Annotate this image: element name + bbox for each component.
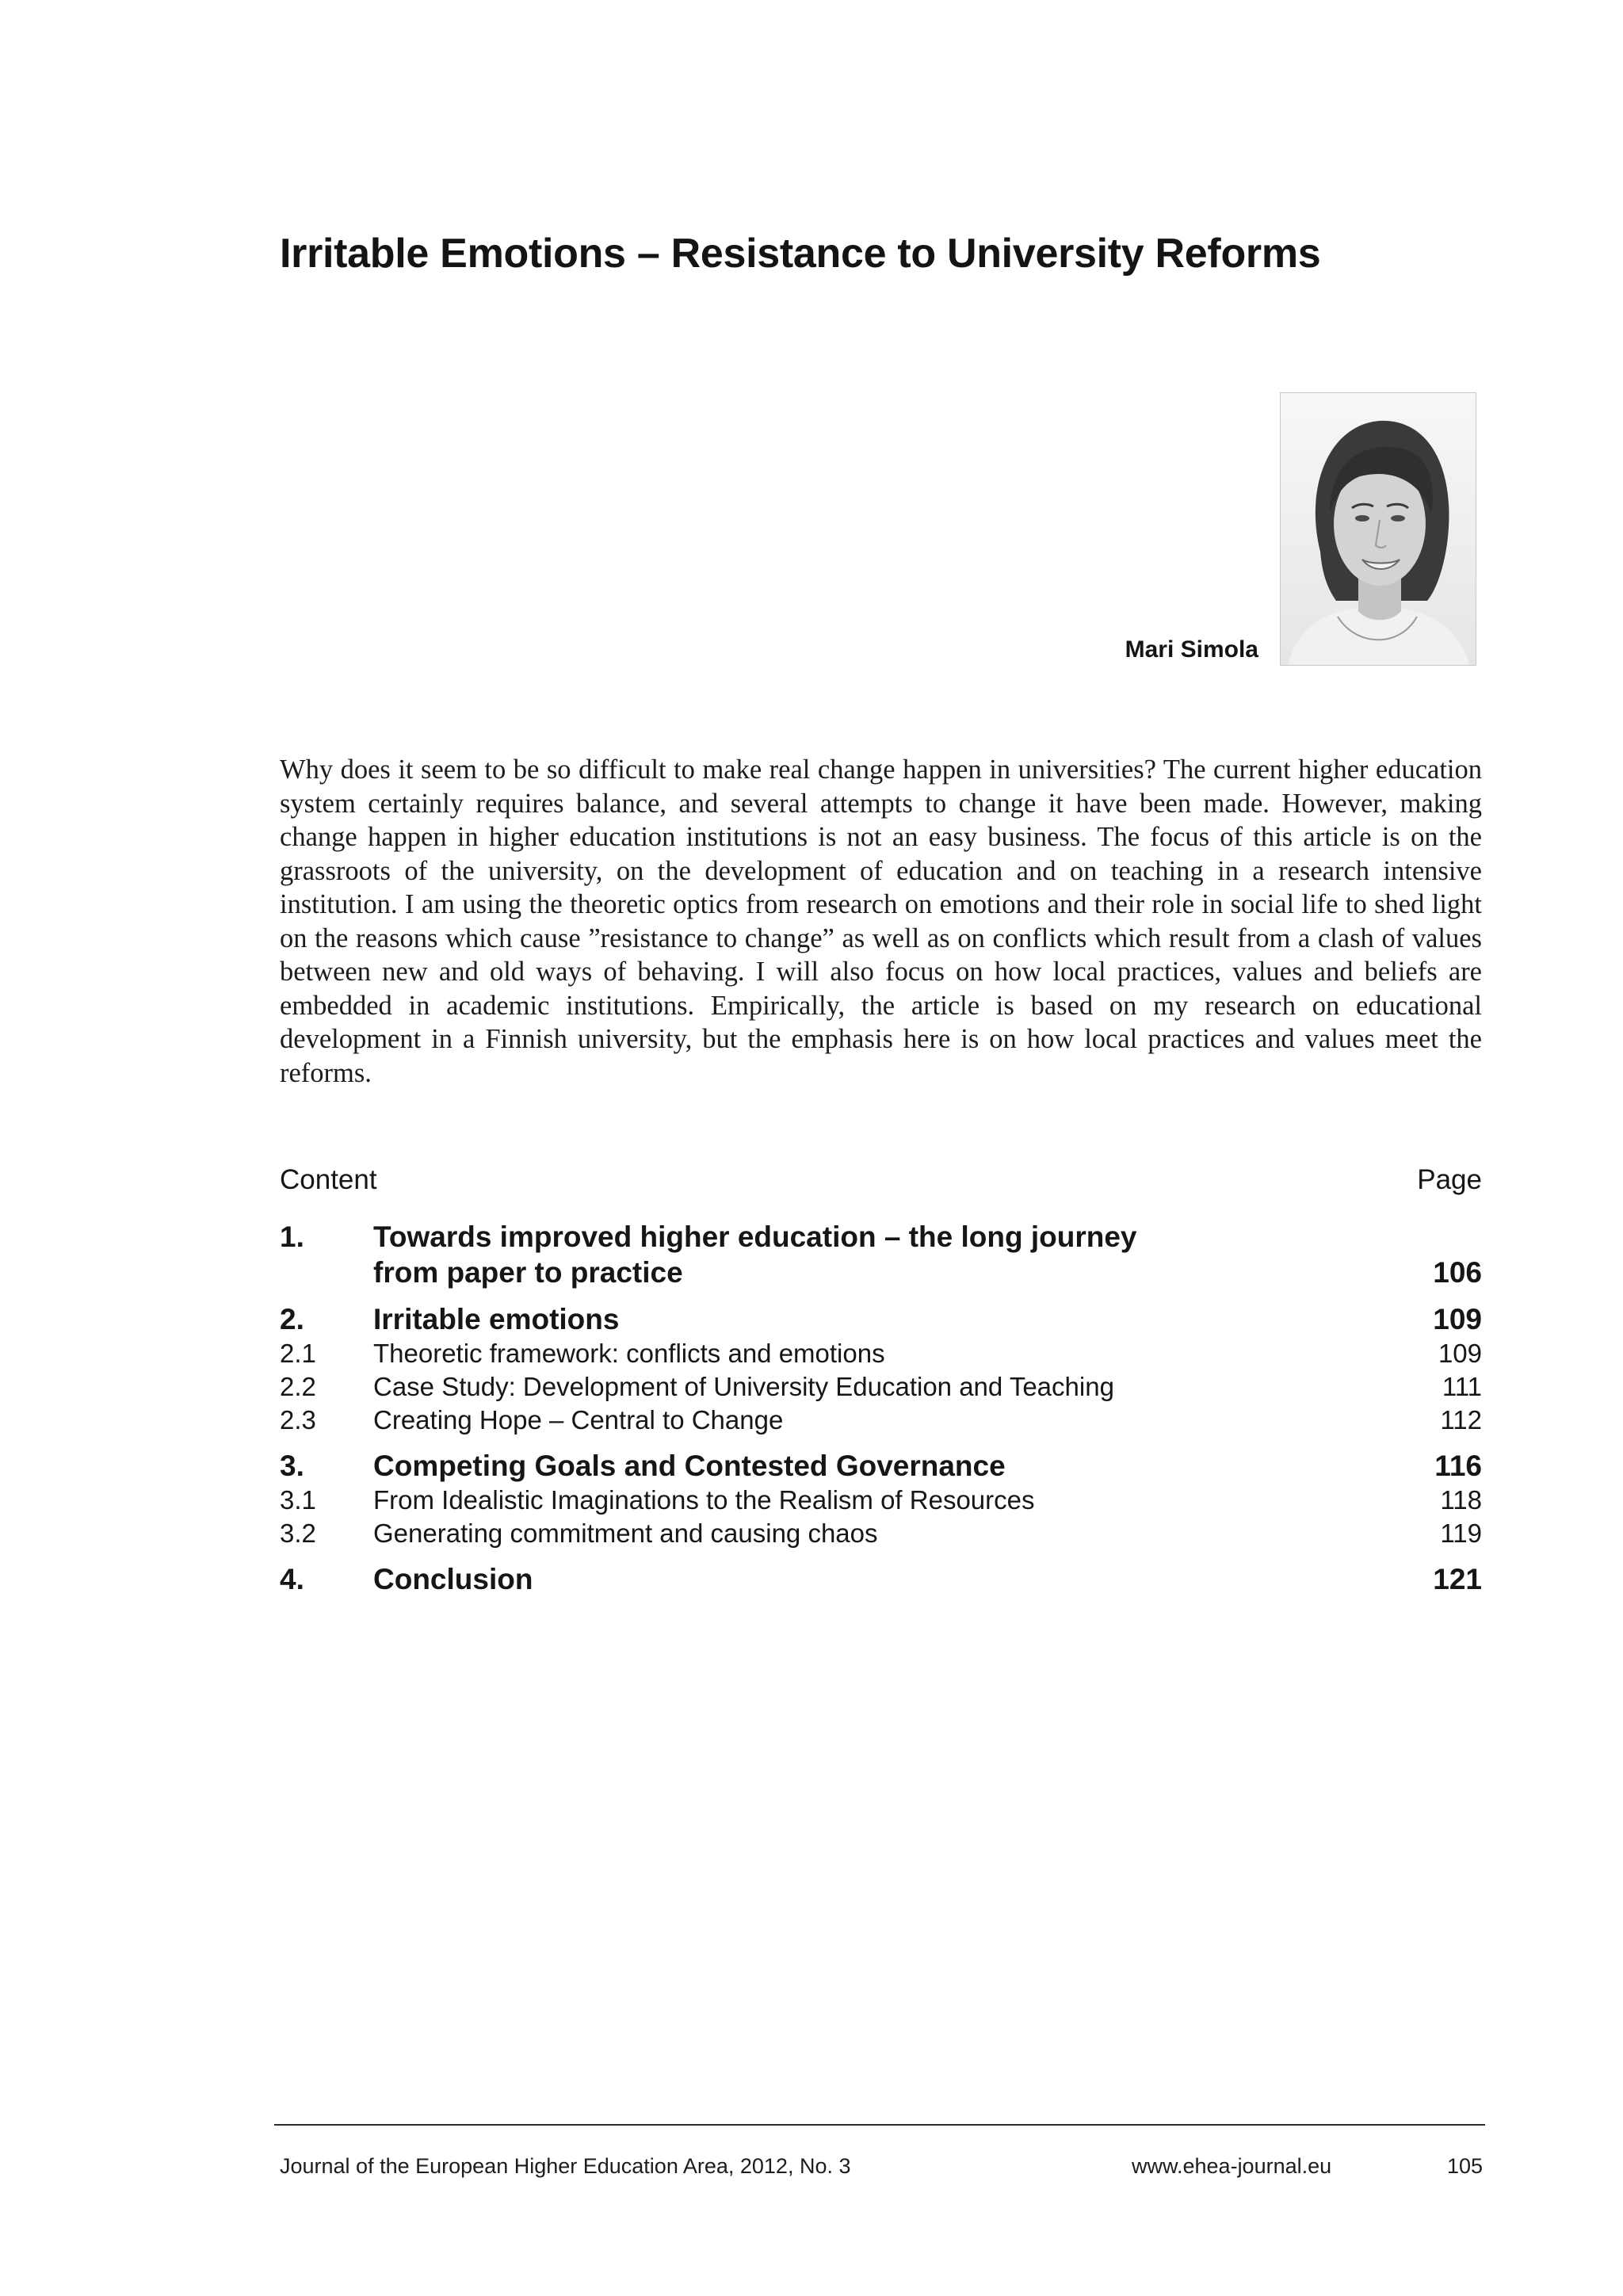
toc-subentry-page: 111 [1442, 1372, 1482, 1401]
toc-entry-title: Competing Goals and Contested Governance [373, 1450, 1006, 1482]
toc-header-content: Content [280, 1164, 377, 1195]
author-photo [1280, 392, 1476, 666]
toc-entry-page: 116 [1434, 1450, 1482, 1482]
toc-entry-title: Irritable emotions [373, 1303, 620, 1335]
toc-entry-title: Conclusion [373, 1563, 533, 1595]
table-of-contents [280, 1163, 1482, 1608]
abstract: Why does it seem to be so difficult to make real change happen in universities? The current higher education system certainly requires balance, and several attempts to change it have been made. However, making change happen in higher education institutions is not an easy business. The focus of this article is on the grassroots of the university, on the development of education and on teaching in a research intensive institution. I am using the theoretic optics from research on emotions and their role in social life to shed light on the reasons which cause ”resistance to change” as well as on conflicts which result from a clash of values between new and old ways of behaving. I will also focus on how local practices, values and beliefs are embedded in academic institutions. Empirically, the article is based on my research on educational development in a Finnish university, but the emphasis here is on how local practices and values meet the reforms. [280, 755, 1482, 1088]
toc-entry-number: 2. [280, 1303, 304, 1335]
toc-subentry-title: Case Study: Development of University Education and Teaching [373, 1372, 1114, 1401]
toc-entry [280, 1301, 1482, 1337]
toc-entry [280, 1448, 1482, 1484]
toc-subentry-number: 3.2 [280, 1519, 316, 1548]
article-title: Irritable Emotions – Resistance to University Reforms [280, 231, 1321, 277]
toc-entry-title-line2: from paper to practice [373, 1256, 683, 1289]
toc-subentry-title: From Idealistic Imaginations to the Realism of Resources [373, 1485, 1035, 1515]
toc-subentry-title: Creating Hope – Central to Change [373, 1405, 784, 1435]
toc-subentry-title: Theoretic framework: conflicts and emotions [373, 1339, 885, 1368]
toc-header-page: Page [1417, 1164, 1482, 1195]
toc-entry [280, 1219, 1482, 1255]
toc-subentry [280, 1337, 1482, 1370]
toc-entry-number: 3. [280, 1450, 304, 1482]
toc-subentry-page: 109 [1438, 1339, 1482, 1368]
toc-subentry [280, 1370, 1482, 1404]
toc-section [280, 1219, 1482, 1290]
toc-subentry [280, 1484, 1482, 1517]
toc-subentry-number: 2.3 [280, 1405, 316, 1435]
toc-entry-number: 1. [280, 1221, 304, 1253]
footer-divider [274, 2124, 1485, 2126]
toc-subentry [280, 1517, 1482, 1550]
toc-subentry-number: 2.1 [280, 1339, 316, 1368]
footer-page-number: 105 [1446, 2154, 1483, 2178]
toc-subentry-page: 112 [1440, 1405, 1482, 1435]
toc-subentry-page: 118 [1440, 1485, 1482, 1515]
toc-header [280, 1163, 1482, 1197]
toc-entry-number: 4. [280, 1563, 304, 1595]
toc-entry-title: Towards improved higher education – the long journey [373, 1221, 1137, 1253]
toc-subentry-number: 2.2 [280, 1372, 316, 1401]
toc-subentry-page: 119 [1440, 1519, 1482, 1548]
toc-entry-page: 109 [1433, 1303, 1482, 1335]
toc-entry-page: 121 [1433, 1563, 1482, 1595]
toc-subentry-title: Generating commitment and causing chaos [373, 1519, 878, 1548]
author-name: Mari Simola [1125, 636, 1258, 663]
footer-journal-name: Journal of the European Higher Education Area, 2012, No. 3 [280, 2154, 851, 2178]
footer-website-link[interactable]: www.ehea-journal.eu [1132, 2154, 1332, 2178]
toc-section [280, 1448, 1482, 1550]
toc-entry-page: 106 [1433, 1256, 1482, 1289]
toc-subentry-number: 3.1 [280, 1485, 316, 1515]
toc-entry [280, 1561, 1482, 1597]
toc-section [280, 1561, 1482, 1597]
toc-subentry [280, 1404, 1482, 1437]
toc-entry-continued [280, 1255, 1482, 1290]
toc-section [280, 1301, 1482, 1437]
author-portrait-image [1281, 393, 1476, 665]
